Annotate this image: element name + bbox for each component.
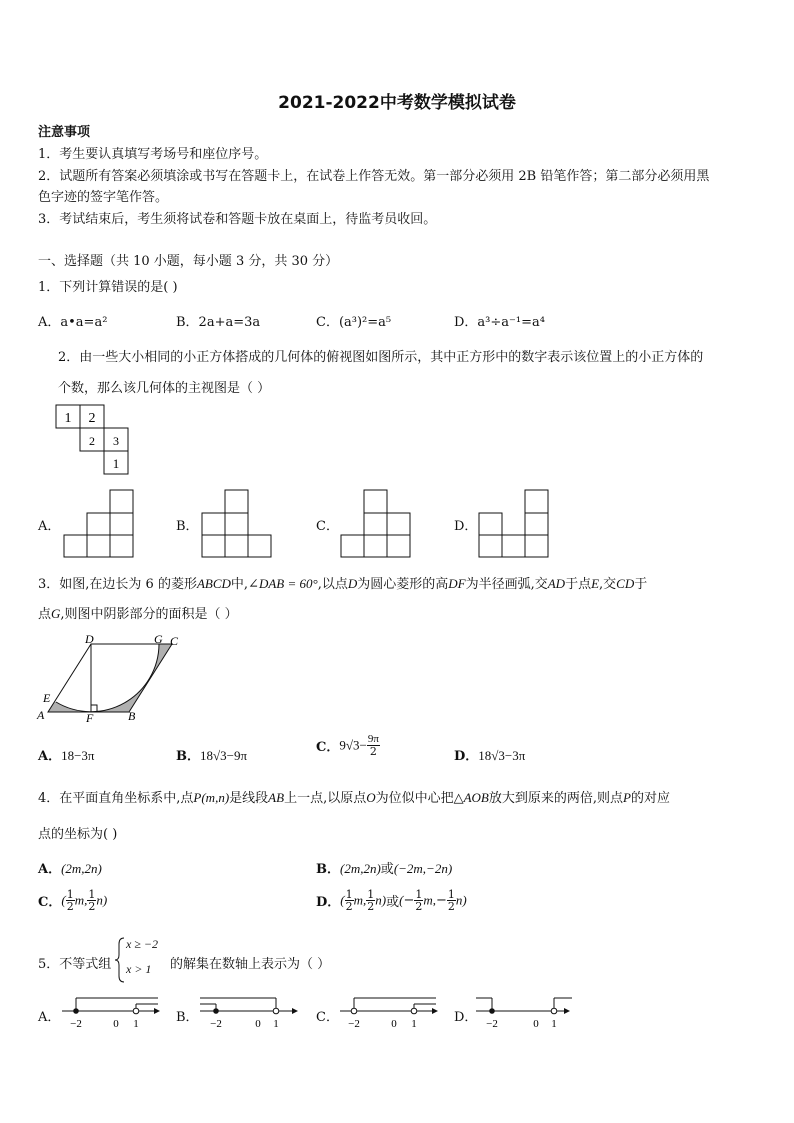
tick-label: −2 xyxy=(210,1018,222,1030)
q2-option-a-figure[interactable] xyxy=(63,488,135,560)
q5-inequality-2: x > 1 xyxy=(126,962,152,976)
grid-number: 1 xyxy=(112,456,120,471)
q3-option-b[interactable]: B．18√3−9π xyxy=(176,748,248,764)
tick-label: 1 xyxy=(133,1018,139,1030)
notice-item-2: 2．试题所有答案必须填涂或书写在答题卡上，在试卷上作答无效。第一部分必须用 2B 铅笔作答；第二部分必须用黑 xyxy=(38,169,710,184)
q4-option-c[interactable]: C．( $\frac{1}{2}$ m, $\frac{1}{2}$ n) xyxy=(38,888,108,913)
notice-item-3: 3．考试结束后，考生须将试卷和答题卡放在桌面上，待监考员收回。 xyxy=(38,212,437,227)
label-f: F xyxy=(86,711,94,724)
q4-option-b[interactable]: B．(2m,2n)或(−2m,−2n) xyxy=(316,861,453,877)
grid-number: 2 xyxy=(88,411,96,426)
q5-option-a-numberline[interactable] xyxy=(60,990,165,1030)
q2-option-b-label[interactable]: B． xyxy=(176,519,199,534)
q4-option-d[interactable]: D．( $\frac{1}{2}$ m, $\frac{1}{2}$ n)或(− $\frac{1}{2}$ m,− $\frac{1}{2}$ n) xyxy=(316,888,467,913)
q2-option-c-label[interactable]: C． xyxy=(316,519,339,534)
q5-option-c-label[interactable]: C． xyxy=(316,1010,339,1025)
q3-option-d[interactable]: D．18√3−3π xyxy=(454,748,526,764)
tick-label: 0 xyxy=(255,1018,261,1030)
q2-option-b-figure[interactable] xyxy=(201,488,273,560)
q5-option-a-label[interactable]: A． xyxy=(38,1010,61,1025)
section-heading: 一、选择题（共 10 小题，每小题 3 分，共 30 分） xyxy=(38,254,339,269)
q1-option-d[interactable]: D．a³÷a⁻¹=a⁴ xyxy=(454,315,545,330)
notice-heading: 注意事项 xyxy=(38,125,91,140)
label-d: D xyxy=(85,632,94,646)
q2-stem-line2: 个数，那么该几何体的主视图是（ ） xyxy=(58,381,271,396)
q3-stem-line1: 3．如图,在边长为 6 的菱形ABCD中,∠DAB = 60°,以点D为圆心菱形的高DF为半径画弧,交AD于点E,交CD于 xyxy=(38,576,648,592)
grid-number: 3 xyxy=(113,434,119,448)
q5-stem-a: 5．不等式组 xyxy=(38,957,112,972)
q1-option-a[interactable]: A．a•a=a² xyxy=(38,315,108,330)
notice-item-2-cont: 色字迹的签字笔作答。 xyxy=(38,190,169,205)
tick-label: 1 xyxy=(411,1018,417,1030)
q1-option-c[interactable]: C．(a³)²=a⁵ xyxy=(316,315,392,330)
label-g: G xyxy=(154,632,163,646)
q3-rhombus-figure xyxy=(34,632,194,724)
q2-option-d-figure[interactable] xyxy=(478,488,550,560)
tick-label: −2 xyxy=(486,1018,498,1030)
label-a: A xyxy=(37,708,45,722)
q5-stem-b: 的解集在数轴上表示为（ ） xyxy=(170,957,331,972)
tick-label: −2 xyxy=(348,1018,360,1030)
q5-option-b-numberline[interactable] xyxy=(198,990,303,1030)
q5-option-b-label[interactable]: B． xyxy=(176,1010,199,1025)
q2-option-a-label[interactable]: A． xyxy=(38,519,61,534)
q5-option-c-numberline[interactable] xyxy=(338,990,443,1030)
label-c: C xyxy=(170,634,179,648)
q2-option-c-figure[interactable] xyxy=(340,488,412,560)
notice-item-1: 1．考生要认真填写考场号和座位序号。 xyxy=(38,147,268,162)
label-e: E xyxy=(43,691,51,705)
tick-label: −2 xyxy=(70,1018,82,1030)
q1-stem: 1．下列计算错误的是( ) xyxy=(38,280,178,295)
q2-option-d-label[interactable]: D． xyxy=(454,519,478,534)
q5-brace xyxy=(114,936,126,984)
q4-stem-line2: 点的坐标为( ) xyxy=(38,827,118,842)
tick-label: 0 xyxy=(533,1018,539,1030)
q3-stem-line2: 点G,则图中阴影部分的面积是（ ） xyxy=(38,606,238,622)
label-b: B xyxy=(128,709,136,723)
grid-number: 1 xyxy=(64,411,72,426)
grid-number: 2 xyxy=(89,434,95,448)
q1-option-b[interactable]: B．2a+a=3a xyxy=(176,315,261,330)
q4-stem-line1: 4．在平面直角坐标系中,点P(m,n)是线段AB上一点,以原点O为位似中心把△AOB放大到原来的两倍,则点P的对应 xyxy=(38,790,670,806)
tick-label: 1 xyxy=(273,1018,279,1030)
q5-option-d-label[interactable]: D． xyxy=(454,1010,478,1025)
tick-label: 0 xyxy=(391,1018,397,1030)
q4-option-a[interactable]: A．(2m,2n) xyxy=(38,861,102,877)
q3-option-a[interactable]: A．18−3π xyxy=(38,748,95,764)
tick-label: 1 xyxy=(551,1018,557,1030)
page-title: 2021-2022中考数学模拟试卷 xyxy=(278,93,516,113)
q2-top-view-grid xyxy=(54,404,134,478)
q5-option-d-numberline[interactable] xyxy=(474,990,579,1030)
q2-stem-line1: 2．由一些大小相同的小正方体搭成的几何体的俯视图如图所示，其中正方形中的数字表示该位置上的小正方体的 xyxy=(58,350,704,365)
q5-inequality-1: x ≥ −2 xyxy=(126,937,159,951)
tick-label: 0 xyxy=(113,1018,119,1030)
q3-option-c[interactable]: C．9√3− $\frac{9\pi}{2}$ xyxy=(316,733,379,758)
